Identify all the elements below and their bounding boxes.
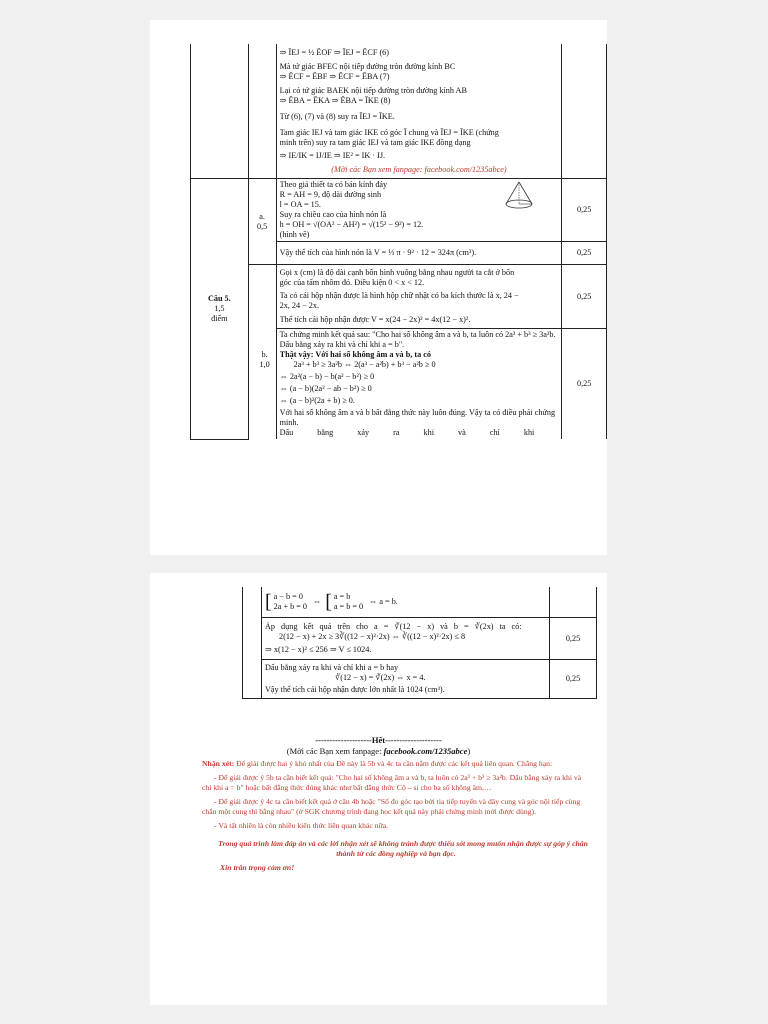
part-b-label-box	[256, 330, 274, 438]
part-a-line: Vậy thể tích của hình nón là V = ⅓ π · 9² · 12 = 324π (cm³).	[279, 248, 477, 257]
remark-5b: - Để giải được ý 5b ta cần biết kết quả: "Cho hai số không âm a và b, ta luôn có 2a³ + b³ ≥ 3a²b. Dấu bằng xảy ra khi và chỉ khi a = b" hoặc bất đẳng thức đúng khác như bất đẳng thức Cô – si cho ba số không âm,…	[202, 773, 582, 792]
proof-line: Mà tứ giác BFEC nội tiếp đường tròn đường kính BC	[279, 62, 456, 71]
remark-other: - Và tất nhiên là còn nhiều kiến thức liên quan khác nữa.	[214, 821, 389, 830]
part-b-setup	[276, 265, 562, 329]
thanks-note: Xin trân trọng cảm ơn!	[220, 863, 295, 872]
apply-line: 2(12 − x) + 2x ≥ 3∛((12 − x)²·2x) ⇔ ∛((12 − x)²·2x) ≤ 8	[279, 632, 466, 641]
system-line: a − b = 0	[273, 592, 303, 601]
part-label: b.	[261, 350, 268, 359]
part-b-line: góc của tấm nhôm đó. Điều kiện 0 < x < 12.	[279, 278, 425, 287]
brace-icon: [	[325, 591, 332, 613]
equivalence-icon: ⇔	[313, 597, 322, 606]
apply-cell	[262, 618, 550, 660]
table-row	[243, 618, 597, 660]
result-line: Dấu bằng xảy ra khi và chỉ khi a = b hay	[265, 663, 399, 672]
proof-line: Tam giác IEJ và tam giác IKE có góc Î chung và ÎEJ = ÎKE (chứng	[279, 128, 499, 137]
proof-line: ⇒ ÊBA = ÊKA ⇒ ÊBA = ÎKE (8)	[279, 96, 391, 105]
document-page-1	[150, 20, 607, 555]
points-cell: 0,25	[562, 265, 607, 329]
proof-line: ⇒ ÎEJ = ½ ÊOF ⇒ ÎEJ = ÊCF (6)	[279, 48, 389, 57]
fanpage-note	[150, 746, 607, 756]
apply-line: ⇒ x(12 − x)² ≤ 256 ⇒ V ≤ 1024.	[265, 645, 372, 654]
answer-table-2	[242, 587, 597, 699]
closing-note: Trong quá trình làm đáp án và các lời nhận xét sẽ không tránh được thiếu sót mong muốn nhận được sự góp ý chân thành từ các đồng nghiệp và bạn đọc.	[218, 839, 588, 858]
points-cell: 0,25	[550, 618, 597, 660]
part-a-line: Suy ra chiều cao của hình nón là	[279, 210, 387, 219]
apply-line: Áp dụng kết quả trên cho a = ∛(12 − x) và b = ∛(2x) ta có:	[265, 622, 522, 631]
fanpage-suffix: )	[467, 746, 471, 756]
part-a-line: l = OA = 15.	[279, 200, 321, 209]
remarks-section	[202, 759, 590, 877]
part-a-line: (hình vẽ)	[279, 230, 310, 239]
proof-heading: Thật vậy: Với hai số không âm a và b, ta có	[279, 350, 431, 359]
proof-conclusion: Với hai số không âm a và b bất đẳng thức này luôn đúng. Vậy ta có điều phải chứng minh.	[279, 408, 556, 427]
proof-line: Lại có tứ giác BAEK nội tiếp đường tròn đường kính AB	[279, 86, 467, 95]
part-a-line: h = OH = √(OA² − AH²) = √(15² − 9²) = 12.	[279, 220, 424, 229]
equality-line: Dấu bằng xảy ra khi và chỉ khi	[279, 428, 535, 437]
points-cell: 0,25	[562, 242, 607, 265]
fanpage-link[interactable]: facebook.com/1235abce	[383, 746, 468, 756]
part-b-line: Gọi x (cm) là độ dài cạnh bốn hình vuông bằng nhau người ta cắt ở bốn	[279, 268, 515, 277]
system-line: a = b = 0	[333, 602, 364, 611]
system-line: a = b	[333, 592, 351, 601]
system-tail: ⇔ a = b.	[369, 597, 398, 606]
points-cell: 0,25	[550, 660, 597, 699]
question-unit: điểm	[211, 313, 228, 323]
part-b-line: 2x, 24 − 2x.	[279, 301, 320, 310]
proof-line: ⇒ ÊCF = ÊBF ⇒ ÊCF = ÊBA (7)	[279, 72, 390, 81]
proof-line: Từ (6), (7) và (8) suy ra ÎEJ = ÎKE.	[279, 112, 395, 121]
question-5-cell	[191, 179, 249, 440]
part-label: a.	[259, 211, 265, 221]
math-line: ⇔ (a − b)(2a² − ab − b²) ≥ 0	[279, 384, 372, 393]
part-score: 1,0	[259, 360, 270, 369]
part-a-line: R = AH = 9, độ dài đường sinh	[279, 190, 382, 199]
answer-table-1	[190, 44, 607, 440]
table-row	[243, 587, 597, 618]
part-b-line: Thể tích cái hộp nhận được V = x(24 − 2x)² = 4x(12 − x)².	[279, 315, 471, 324]
part-score: 0,5	[257, 221, 268, 231]
brace-icon: [	[265, 591, 272, 613]
part-a-volume	[276, 242, 562, 265]
system-line: 2a + b = 0	[273, 602, 308, 611]
question-label: Câu 5.	[207, 293, 231, 303]
remarks-intro-text: Để giải được hai ý khó nhất của Đề này là 5b và 4c ta cần nắm được các kết quả liên quan. Chẳng hạn:	[234, 759, 553, 768]
system-cell	[262, 587, 550, 618]
part-b-line: Ta có cái hộp nhận được là hình hộp chữ nhật có ba kích thước là x, 24 −	[279, 291, 519, 300]
table-row	[243, 660, 597, 699]
points-cell: 0,25	[562, 179, 607, 242]
math-line: 2a³ + b³ ≥ 3a²b ⇔ 2(a³ − a²b) + b³ − a²b ≥ 0	[293, 360, 436, 369]
result-line: ∛(12 − x) = ∛(2x) ⇔ x = 4.	[335, 673, 426, 682]
result-cell	[262, 660, 550, 699]
result-line: Vậy thể tích cái hộp nhận được lớn nhất là 1024 (cm³).	[265, 685, 445, 694]
remark-4c: - Để giải được ý 4c ta cần biết kết quả ở câu 4b hoặc "Số đo góc tạo bởi tia tiếp tuyến và dây cung và góc nội tiếp cùng chắn một cung thì bằng nhau" (ở SGK chương trình đang học kết quả này phải chứng minh mới được dùng).	[202, 797, 581, 816]
fanpage-prefix: (Mời các Bạn xem fanpage:	[286, 746, 384, 756]
proof-line: minh trên) suy ra tam giác IEJ và tam giác IKE đồng dạng	[279, 138, 471, 147]
part-a-cell	[248, 179, 276, 265]
remarks-intro	[202, 759, 590, 769]
part-b-proof	[259, 329, 562, 440]
table-row	[191, 44, 607, 179]
lemma-statement: Ta chứng minh kết quả sau: "Cho hai số không âm a và b, ta luôn có 2a³ + b³ ≥ 3a²b. Dấu bằng xảy ra khi và chỉ khi a = b".	[279, 330, 556, 349]
part-a-text	[276, 179, 562, 242]
points-cell: 0,25	[562, 329, 607, 440]
table-row	[191, 265, 607, 329]
part-a-line: Theo giả thiết ta có bán kính đáy	[279, 180, 388, 189]
proof-line: ⇒ IE/IK = IJ/IE ⇒ IE² = IK · IJ.	[279, 151, 386, 160]
fanpage-note: (Mời các Bạn xem fanpage: facebook.com/1235abce)	[331, 165, 507, 174]
end-marker: --------------------Hết--------------------	[315, 735, 442, 745]
cone-figure	[502, 180, 536, 210]
proof-cell-4c	[276, 44, 562, 179]
math-line: ⇔ 2a²(a − b) − b(a² − b²) ≥ 0	[279, 372, 375, 381]
question-points: 1,5	[214, 303, 225, 313]
document-page-2	[150, 573, 607, 1005]
math-line: ⇔ (a − b)²(2a + b) ≥ 0.	[279, 396, 355, 405]
remarks-heading: Nhận xét:	[202, 759, 235, 768]
table-row	[191, 179, 607, 242]
